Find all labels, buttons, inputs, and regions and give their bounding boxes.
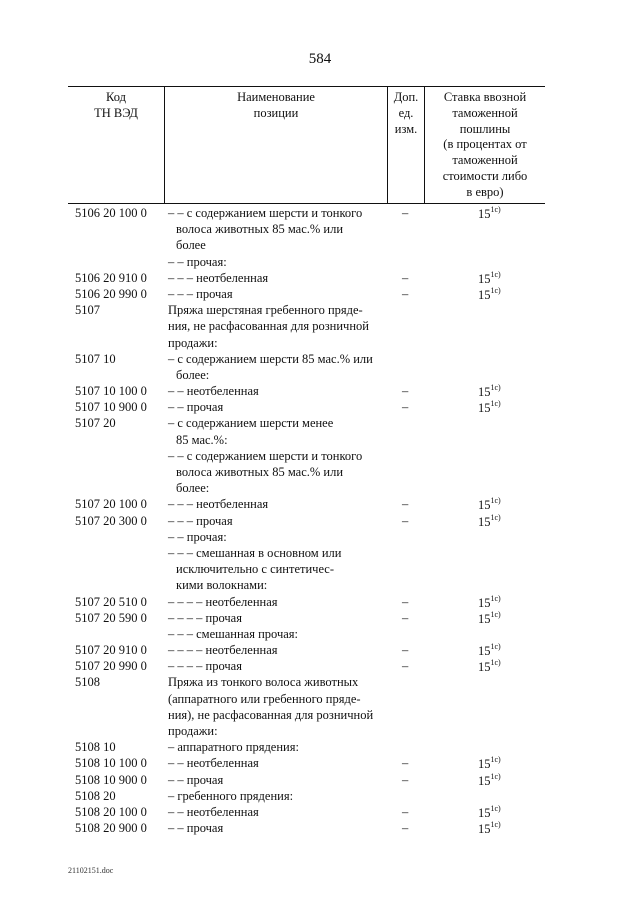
table-top-rule (68, 86, 545, 87)
header-unit-line: ед. (398, 105, 414, 120)
duty-rate-value: 15 (478, 822, 491, 837)
item-name: – – – – прочая (168, 610, 242, 625)
item-name: – с содержанием шерсти 85 мас.% или (168, 351, 373, 366)
table-row (0, 432, 640, 448)
table-row (0, 561, 640, 577)
table-row (0, 658, 640, 674)
item-name: исключительно с синтетичес- (176, 562, 335, 577)
additional-unit: – (402, 643, 409, 658)
item-name: – – – прочая (168, 513, 233, 528)
item-name: продажи: (168, 724, 218, 738)
item-name: ния), не расфасованная для розничной (168, 707, 374, 722)
item-name: – – – – неотбеленная (168, 594, 278, 609)
duty-rate-value: 15 (478, 514, 491, 529)
table-row (0, 642, 640, 658)
table-row (0, 626, 640, 642)
table-row (0, 367, 640, 383)
table-header-rule (68, 203, 545, 204)
header-code-line: Код (106, 90, 126, 104)
duty-rate-value: 15 (478, 611, 491, 626)
table-row (0, 302, 640, 318)
duty-rate-note: 1с) (490, 285, 501, 295)
header-rate (425, 90, 545, 201)
hs-code: 5108 20 (75, 788, 116, 803)
table-row (0, 205, 640, 221)
item-name: – – неотбеленная (168, 756, 259, 771)
hs-code: 5107 20 100 0 (75, 497, 147, 512)
hs-code: 5107 20 590 0 (75, 610, 147, 625)
duty-rate-note: 1с) (490, 771, 501, 781)
duty-rate-value: 15 (478, 757, 491, 772)
hs-code: 5107 20 910 0 (75, 643, 147, 658)
header-rate-line: (в процентах от (443, 137, 527, 152)
header-rate-line: пошлины (459, 121, 511, 136)
item-name: более: (176, 367, 210, 382)
table-row (0, 772, 640, 788)
item-name: – – прочая: (168, 529, 227, 544)
table-row (0, 237, 640, 253)
duty-rate (478, 396, 501, 416)
table-row (0, 221, 640, 237)
hs-code: 5108 10 (75, 740, 116, 755)
item-name: – с содержанием шерсти менее (168, 416, 334, 431)
duty-rate-value: 15 (478, 271, 491, 286)
header-name-line: позиции (253, 105, 299, 120)
hs-code: 5107 20 990 0 (75, 659, 147, 674)
item-name: Пряжа из тонкого волоса животных (168, 675, 359, 690)
table-row (0, 318, 640, 334)
hs-code: 5106 20 100 0 (75, 206, 147, 220)
duty-rate-note: 1с) (490, 755, 501, 765)
table-row (0, 270, 640, 286)
hs-code: 5108 10 100 0 (75, 756, 147, 771)
item-name: – – – неотбеленная (168, 270, 269, 285)
table-row (0, 529, 640, 545)
duty-rate-value: 15 (478, 207, 491, 221)
header-rate-line: Ставка ввозной (443, 90, 527, 104)
duty-rate-note: 1с) (490, 496, 501, 506)
additional-unit: – (402, 772, 409, 787)
hs-code: 5107 10 900 0 (75, 400, 147, 415)
hs-code: 5108 20 100 0 (75, 804, 147, 819)
table-row (0, 448, 640, 464)
table-row (0, 254, 640, 270)
additional-unit: – (402, 206, 409, 220)
table-row (0, 723, 640, 739)
duty-rate (478, 655, 501, 675)
duty-rate-value: 15 (478, 660, 491, 675)
item-name: – – – смешанная прочая: (168, 626, 299, 641)
additional-unit: – (402, 594, 409, 609)
header-unit-line: Доп. (393, 90, 419, 104)
item-name: – – прочая (168, 400, 224, 415)
duty-rate (478, 607, 501, 627)
duty-rate-value: 15 (478, 644, 491, 659)
item-name: – – неотбеленная (168, 804, 259, 819)
additional-unit: – (402, 756, 409, 771)
hs-code: 5107 20 510 0 (75, 594, 147, 609)
duty-rate (478, 202, 501, 222)
duty-rate-note: 1с) (490, 593, 501, 603)
table-row (0, 707, 640, 723)
duty-rate (478, 817, 501, 837)
table-row (0, 755, 640, 771)
duty-rate-note: 1с) (490, 803, 501, 813)
hs-code: 5107 10 (75, 351, 116, 366)
item-name: более (176, 238, 206, 253)
item-name: – – с содержанием шерсти и тонкого (168, 448, 363, 463)
item-name: более: (176, 481, 210, 496)
item-name: продажи: (168, 335, 218, 350)
additional-unit: – (402, 610, 409, 625)
item-name: – – прочая (168, 772, 224, 787)
table-row (0, 545, 640, 561)
duty-rate-value: 15 (478, 595, 491, 610)
additional-unit: – (402, 286, 409, 301)
hs-code: 5107 (75, 303, 100, 318)
duty-rate-note: 1с) (490, 609, 501, 619)
table-row (0, 399, 640, 415)
table-row (0, 383, 640, 399)
table-row (0, 691, 640, 707)
item-name: 85 мас.%: (176, 432, 228, 447)
item-name: – – – смешанная в основном или (168, 545, 342, 560)
item-name: – – прочая: (168, 254, 227, 269)
item-name: – – – неотбеленная (168, 497, 269, 512)
header-rate-line: в евро) (466, 184, 504, 199)
duty-rate-note: 1с) (490, 399, 501, 409)
hs-code: 5107 20 (75, 416, 116, 431)
item-name: волоса животных 85 мас.% или (176, 222, 344, 237)
header-code (68, 90, 164, 122)
table-row (0, 804, 640, 820)
duty-rate-note: 1с) (490, 269, 501, 279)
item-name: – аппаратного прядения: (168, 740, 299, 755)
hs-code: 5108 (75, 675, 100, 690)
header-unit-line: изм. (394, 121, 418, 136)
duty-rate (478, 510, 501, 530)
additional-unit: – (402, 804, 409, 819)
additional-unit: – (402, 400, 409, 415)
hs-code: 5107 20 300 0 (75, 513, 147, 528)
header-unit (388, 90, 424, 137)
duty-rate-value: 15 (478, 805, 491, 820)
duty-rate-value: 15 (478, 287, 491, 302)
item-name: – – – – неотбеленная (168, 643, 278, 658)
item-name: волоса животных 85 мас.% или (176, 465, 344, 479)
table-row (0, 594, 640, 610)
item-name: – – прочая (168, 821, 224, 836)
hs-code: 5106 20 910 0 (75, 270, 147, 285)
table-row (0, 739, 640, 755)
table-row (0, 286, 640, 302)
table-row (0, 415, 640, 431)
duty-rate-note: 1с) (490, 383, 501, 393)
file-name-footer: 21102151.doc (68, 866, 114, 875)
header-name-line: Наименование (237, 90, 315, 104)
duty-rate-note: 1с) (490, 512, 501, 522)
item-name: – – неотбеленная (168, 384, 259, 399)
additional-unit: – (402, 513, 409, 528)
duty-rate (478, 769, 501, 789)
hs-code: 5106 20 990 0 (75, 286, 147, 301)
table-row (0, 464, 640, 480)
table-row (0, 513, 640, 529)
tariff-table-body (0, 205, 640, 836)
hs-code: 5108 10 900 0 (75, 772, 147, 787)
table-row (0, 674, 640, 690)
table-row (0, 820, 640, 836)
hs-code: 5107 10 100 0 (75, 384, 147, 399)
table-row (0, 335, 640, 351)
additional-unit: – (402, 270, 409, 285)
duty-rate-note: 1с) (490, 820, 501, 830)
item-name: – гребенного прядения: (168, 788, 294, 803)
table-row (0, 610, 640, 626)
duty-rate-value: 15 (478, 401, 491, 416)
additional-unit: – (402, 659, 409, 674)
header-rate-line: таможенной (452, 105, 518, 120)
item-name: – – с содержанием шерсти и тонкого (168, 206, 363, 220)
table-row (0, 577, 640, 593)
table-row (0, 351, 640, 367)
duty-rate-note: 1с) (490, 658, 501, 668)
table-row (0, 788, 640, 804)
table-row (0, 496, 640, 512)
header-code-line: ТН ВЭД (94, 105, 138, 120)
item-name: ния, не расфасованная для розничной (168, 319, 369, 334)
hs-code: 5108 20 900 0 (75, 821, 147, 836)
item-name: – – – – прочая (168, 659, 242, 674)
item-name: – – – прочая (168, 286, 233, 301)
header-name (165, 90, 387, 122)
duty-rate-value: 15 (478, 498, 491, 513)
table-row (0, 480, 640, 496)
duty-rate-value: 15 (478, 773, 491, 788)
duty-rate (478, 283, 501, 303)
item-name: (аппаратного или гребенного пряде- (168, 691, 361, 706)
duty-rate-note: 1с) (490, 642, 501, 652)
item-name: кими волокнами: (176, 578, 268, 593)
header-rate-line: стоимости либо (442, 168, 528, 183)
item-name: Пряжа шерстяная гребенного пряде- (168, 303, 363, 318)
header-rate-line: таможенной (452, 153, 518, 168)
duty-rate-note: 1с) (490, 205, 501, 214)
additional-unit: – (402, 497, 409, 512)
additional-unit: – (402, 384, 409, 399)
duty-rate-value: 15 (478, 385, 491, 400)
page-number: 584 (308, 51, 332, 67)
additional-unit: – (402, 821, 409, 836)
